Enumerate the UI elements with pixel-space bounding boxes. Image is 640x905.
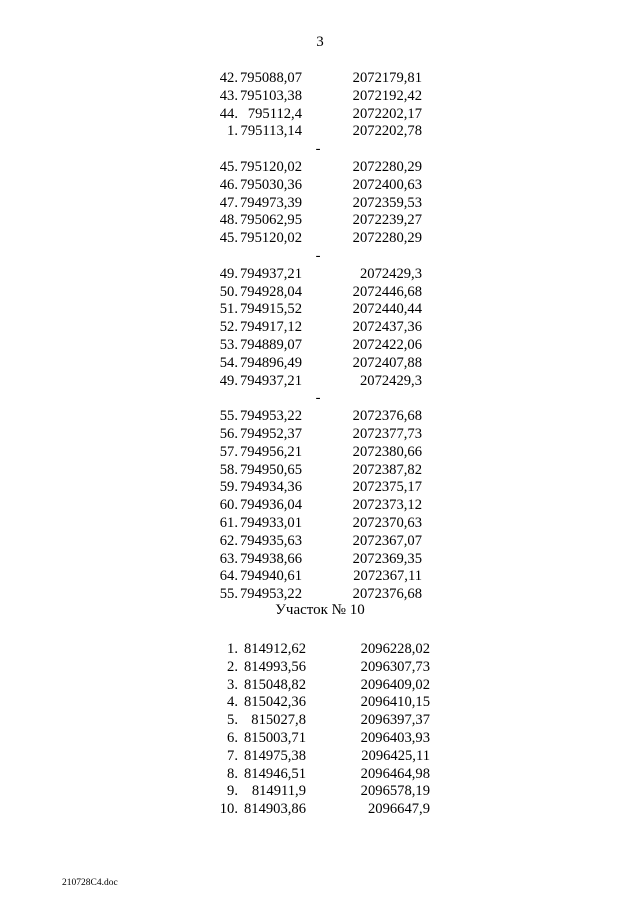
y-coordinate: 2072400,63	[352, 176, 422, 193]
point-number: 4.	[227, 694, 238, 711]
y-coordinate: 2072380,66	[352, 443, 422, 460]
table-row	[0, 426, 640, 444]
table-row	[0, 123, 640, 141]
table-row	[0, 106, 640, 124]
separator-row	[0, 141, 640, 159]
y-coordinate: 2072373,12	[352, 497, 422, 514]
table-row	[0, 444, 640, 462]
table-row	[0, 195, 640, 213]
table-row	[0, 801, 640, 819]
point-number: 49.	[219, 265, 238, 282]
x-coordinate: 814993,56	[243, 658, 306, 675]
x-coordinate: 814975,38	[243, 747, 306, 764]
table-row	[0, 515, 640, 533]
x-coordinate: 795030,36	[239, 176, 302, 193]
table-row	[0, 408, 640, 426]
page-number: 3	[316, 34, 324, 50]
point-number: 7.	[227, 747, 238, 764]
x-coordinate: 794915,52	[239, 301, 302, 318]
x-coordinate: 794952,37	[239, 425, 302, 442]
point-number: 3.	[227, 676, 238, 693]
point-number: 46.	[219, 176, 238, 193]
point-number: 55.	[219, 586, 238, 603]
y-coordinate: 2072202,78	[352, 123, 422, 140]
table-row	[0, 355, 640, 373]
y-coordinate: 2096397,37	[360, 712, 430, 729]
x-coordinate: 794935,63	[239, 532, 302, 549]
point-number: 45.	[219, 158, 238, 175]
x-coordinate: 794934,36	[239, 479, 302, 496]
y-coordinate: 2096228,02	[360, 641, 430, 657]
x-coordinate: 815048,82	[243, 676, 306, 693]
point-number: 58.	[219, 461, 238, 478]
point-number: 2.	[227, 658, 238, 675]
table-row	[0, 677, 640, 695]
point-number: 44.	[219, 105, 238, 122]
x-coordinate: 814946,51	[243, 765, 306, 782]
y-coordinate: 2096307,73	[360, 658, 430, 675]
y-coordinate: 2072407,88	[352, 354, 422, 371]
x-coordinate: 794950,65	[239, 461, 302, 478]
point-number: 50.	[219, 283, 238, 300]
point-number: 1.	[227, 641, 238, 657]
point-number: 59.	[219, 479, 238, 496]
y-coordinate: 2096647,9	[367, 801, 430, 818]
x-coordinate: 795120,02	[239, 230, 302, 247]
point-number: 53.	[219, 336, 238, 353]
point-number: 45.	[219, 230, 238, 247]
x-coordinate: 814911,9	[251, 783, 306, 800]
x-coordinate: 795088,07	[239, 70, 302, 86]
section-title: Участок № 10	[275, 602, 365, 618]
y-coordinate: 2096578,19	[360, 783, 430, 800]
table-row	[0, 373, 640, 391]
x-coordinate: 794953,22	[239, 586, 302, 603]
separator-dash: -	[315, 141, 321, 158]
point-number: 61.	[219, 514, 238, 531]
table-row	[0, 659, 640, 677]
y-coordinate: 2096409,02	[360, 676, 430, 693]
x-coordinate: 795062,95	[239, 212, 302, 229]
x-coordinate: 794917,12	[239, 319, 302, 336]
separator-dash: -	[315, 247, 321, 264]
x-coordinate: 794936,04	[239, 497, 302, 514]
table-row	[0, 301, 640, 319]
point-number: 57.	[219, 443, 238, 460]
point-number: 1.	[227, 123, 238, 140]
document-code: 210728С4.doc	[62, 878, 118, 888]
x-coordinate: 794937,21	[239, 372, 302, 389]
point-number: 51.	[219, 301, 238, 318]
table-row	[0, 730, 640, 748]
y-coordinate: 2072359,53	[352, 194, 422, 211]
table-row	[0, 712, 640, 730]
x-coordinate: 795103,38	[239, 87, 302, 104]
point-number: 8.	[227, 765, 238, 782]
table-row	[0, 177, 640, 195]
point-number: 5.	[227, 712, 238, 729]
y-coordinate: 2072376,68	[352, 408, 422, 425]
y-coordinate: 2072429,3	[359, 372, 422, 389]
table-row	[0, 319, 640, 337]
y-coordinate: 2072437,36	[352, 319, 422, 336]
table-row	[0, 783, 640, 801]
point-number: 49.	[219, 372, 238, 389]
x-coordinate: 815042,36	[243, 694, 306, 711]
y-coordinate: 2072202,17	[352, 105, 422, 122]
y-coordinate: 2072370,63	[352, 514, 422, 531]
table-row	[0, 266, 640, 284]
x-coordinate: 814912,62	[243, 641, 306, 657]
point-number: 6.	[227, 729, 238, 746]
y-coordinate: 2072179,81	[352, 70, 422, 86]
y-coordinate: 2072440,44	[352, 301, 422, 318]
table-row	[0, 641, 640, 659]
point-number: 63.	[219, 550, 238, 567]
table-row	[0, 284, 640, 302]
y-coordinate: 2072280,29	[352, 158, 422, 175]
y-coordinate: 2096410,15	[360, 694, 430, 711]
table-row	[0, 568, 640, 586]
point-number: 9.	[227, 783, 238, 800]
point-number: 10.	[219, 801, 238, 818]
separator-row	[0, 390, 640, 408]
y-coordinate: 2072369,35	[352, 550, 422, 567]
point-number: 60.	[219, 497, 238, 514]
table-row	[0, 88, 640, 106]
table-row	[0, 497, 640, 515]
y-coordinate: 2072280,29	[352, 230, 422, 247]
table-row	[0, 766, 640, 784]
y-coordinate: 2096464,98	[360, 765, 430, 782]
y-coordinate: 2096425,11	[361, 747, 430, 764]
table-row	[0, 694, 640, 712]
point-number: 64.	[219, 568, 238, 585]
y-coordinate: 2072367,11	[353, 568, 422, 585]
y-coordinate: 2072192,42	[352, 87, 422, 104]
y-coordinate: 2072429,3	[359, 265, 422, 282]
point-number: 56.	[219, 425, 238, 442]
x-coordinate: 794928,04	[239, 283, 302, 300]
point-number: 54.	[219, 354, 238, 371]
table-row	[0, 212, 640, 230]
x-coordinate: 815027,8	[251, 712, 306, 729]
x-coordinate: 814903,86	[243, 801, 306, 818]
y-coordinate: 2072387,82	[352, 461, 422, 478]
x-coordinate: 815003,71	[243, 729, 306, 746]
y-coordinate: 2072377,73	[352, 425, 422, 442]
x-coordinate: 794940,61	[239, 568, 302, 585]
coordinates-table-section-10	[0, 641, 640, 819]
table-row	[0, 70, 640, 88]
y-coordinate: 2072446,68	[352, 283, 422, 300]
y-coordinate: 2072367,07	[352, 532, 422, 549]
x-coordinate: 794937,21	[239, 265, 302, 282]
point-number: 52.	[219, 319, 238, 336]
separator-row	[0, 248, 640, 266]
table-row	[0, 533, 640, 551]
table-row	[0, 551, 640, 569]
x-coordinate: 794933,01	[239, 514, 302, 531]
table-row	[0, 462, 640, 480]
table-row	[0, 230, 640, 248]
point-number: 47.	[219, 194, 238, 211]
y-coordinate: 2072376,68	[352, 586, 422, 603]
x-coordinate: 795112,4	[247, 105, 302, 122]
x-coordinate: 794896,49	[239, 354, 302, 371]
point-number: 62.	[219, 532, 238, 549]
table-row	[0, 479, 640, 497]
point-number: 42.	[219, 70, 238, 86]
x-coordinate: 795113,14	[240, 123, 302, 140]
coordinates-table-previous-section	[0, 70, 640, 604]
x-coordinate: 794889,07	[239, 336, 302, 353]
x-coordinate: 794953,22	[239, 408, 302, 425]
point-number: 48.	[219, 212, 238, 229]
separator-dash: -	[315, 390, 321, 407]
y-coordinate: 2072422,06	[352, 336, 422, 353]
x-coordinate: 794973,39	[239, 194, 302, 211]
x-coordinate: 794938,66	[239, 550, 302, 567]
point-number: 55.	[219, 408, 238, 425]
table-row	[0, 159, 640, 177]
y-coordinate: 2072239,27	[352, 212, 422, 229]
y-coordinate: 2096403,93	[360, 729, 430, 746]
x-coordinate: 794956,21	[239, 443, 302, 460]
point-number: 43.	[219, 87, 238, 104]
x-coordinate: 795120,02	[239, 158, 302, 175]
table-row	[0, 748, 640, 766]
table-row	[0, 337, 640, 355]
y-coordinate: 2072375,17	[352, 479, 422, 496]
